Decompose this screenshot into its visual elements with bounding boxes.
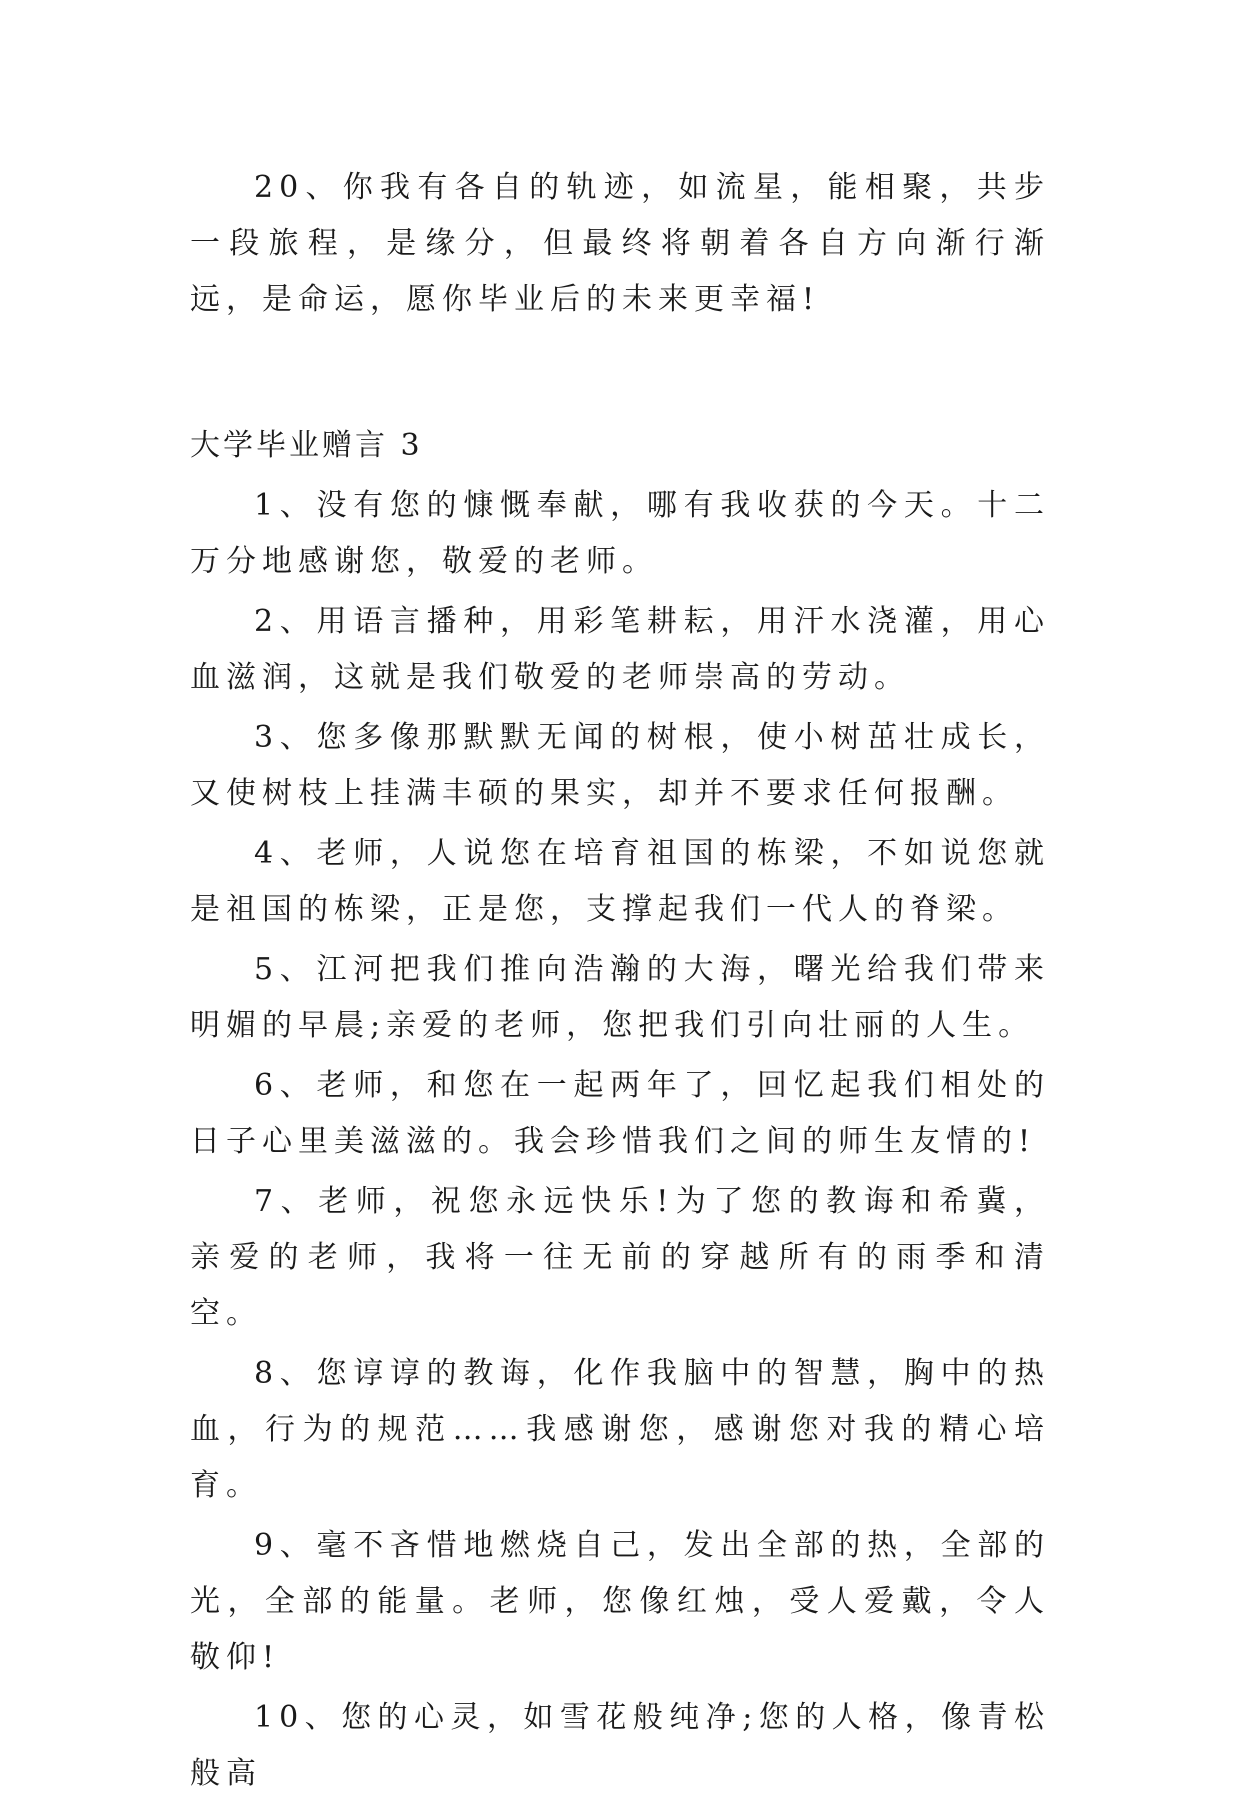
list-item: 6、老师，和您在一起两年了，回忆起我们相处的日子心里美滋滋的。我会珍惜我们之间的师生友情的! — [190, 1068, 1050, 1159]
document-page — [190, 160, 1050, 1806]
list-item: 4、老师，人说您在培育祖国的栋梁，不如说您就是祖国的栋梁，正是您，支撑起我们一代人的脊梁。 — [190, 836, 1050, 927]
list-item: 1、没有您的慷慨奉献，哪有我收获的今天。十二万分地感谢您，敬爱的老师。 — [190, 488, 1050, 579]
list-item: 2、用语言播种，用彩笔耕耘，用汗水浇灌，用心血滋润，这就是我们敬爱的老师崇高的劳动。 — [190, 604, 1050, 695]
intro-paragraph: 20、你我有各自的轨迹，如流星，能相聚，共步一段旅程，是缘分，但最终将朝着各自方向渐行渐远，是命运，愿你毕业后的未来更幸福! — [190, 170, 1050, 317]
list-item: 3、您多像那默默无闻的树根，使小树茁壮成长，又使树枝上挂满丰硕的果实，却并不要求任何报酬。 — [190, 720, 1050, 811]
list-item: 7、老师，祝您永远快乐!为了您的教诲和希冀，亲爱的老师，我将一往无前的穿越所有的雨季和清空。 — [190, 1184, 1050, 1331]
list-item: 10、您的心灵，如雪花般纯净;您的人格，像青松般高 — [190, 1700, 1050, 1791]
list-item: 9、毫不吝惜地燃烧自己，发出全部的热，全部的光，全部的能量。老师，您像红烛，受人爱戴，令人敬仰! — [190, 1528, 1050, 1675]
section-heading: 大学毕业赠言 3 — [190, 428, 423, 463]
list-item: 8、您谆谆的教诲，化作我脑中的智慧，胸中的热血，行为的规范……我感谢您，感谢您对我的精心培育。 — [190, 1356, 1050, 1503]
list-item: 5、江河把我们推向浩瀚的大海，曙光给我们带来明媚的早晨;亲爱的老师，您把我们引向壮丽的人生。 — [190, 952, 1050, 1043]
